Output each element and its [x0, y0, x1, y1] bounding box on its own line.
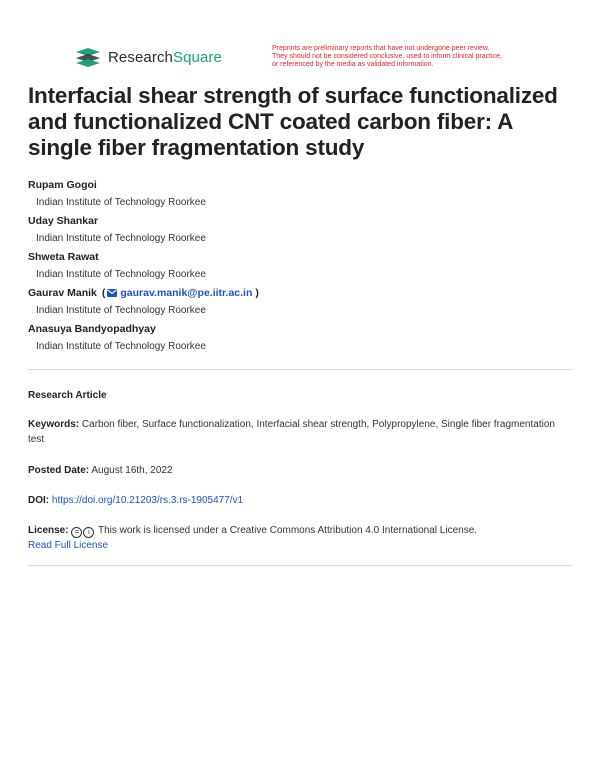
notice-line: or referenced by the media as validated information.: [272, 61, 434, 68]
keywords: [28, 417, 573, 447]
notice-line: They should not be considered conclusive, used to inform clinical practice,: [272, 53, 502, 60]
license-label: License:: [28, 525, 69, 536]
author-entry: [28, 214, 573, 250]
doi: [28, 493, 573, 508]
paren-open: (: [101, 287, 106, 299]
author-entry: [28, 322, 573, 358]
keywords-value: Carbon fiber, Surface functionalization, Interfacial shear strength, Polypropylene, Single fiber fragmentation test: [28, 419, 555, 445]
read-full-license-link[interactable]: Read Full License: [28, 540, 109, 551]
research-square-logo[interactable]: [74, 46, 222, 68]
envelope-icon: [107, 289, 117, 297]
author-name: Shweta Rawat: [28, 251, 99, 263]
paren-close: ): [255, 287, 259, 299]
author-affiliation: Indian Institute of Technology Roorkee: [36, 269, 206, 280]
author-name: Anasuya Bandyopadhyay: [28, 323, 156, 335]
research-square-mark-icon: [74, 46, 102, 68]
author-entry: [28, 286, 573, 322]
author-name: Uday Shankar: [28, 215, 99, 227]
keywords-label: Keywords:: [28, 419, 80, 430]
brand-name: ResearchSquare: [108, 48, 222, 66]
author-email-text: gaurav.manik@pe.iitr.ac.in: [120, 287, 253, 299]
cc-by-icon: i: [83, 527, 94, 538]
author-list: [28, 178, 573, 358]
notice-line: Preprints are preliminary reports that have not undergone peer review.: [272, 45, 490, 52]
author-affiliation: Indian Institute of Technology Roorkee: [36, 341, 206, 352]
author-entry: [28, 178, 573, 214]
article-type: Research Article: [28, 390, 107, 401]
author-affiliation: Indian Institute of Technology Roorkee: [36, 305, 206, 316]
license-text: This work is licensed under a Creative Commons Attribution 4.0 International License.: [97, 525, 478, 536]
divider: [28, 565, 573, 566]
posted-date-label: Posted Date:: [28, 465, 90, 476]
author-name-row: [28, 286, 573, 300]
author-affiliation: Indian Institute of Technology Roorkee: [36, 233, 206, 244]
author-email-link[interactable]: [107, 286, 252, 300]
license: [28, 523, 573, 553]
posted-date-value: August 16th, 2022: [91, 465, 173, 476]
author-affiliation: Indian Institute of Technology Roorkee: [36, 197, 206, 208]
preprint-notice: [272, 45, 547, 69]
divider: [28, 369, 573, 370]
cc-icon: =: [71, 527, 82, 538]
posted-date: [28, 463, 573, 478]
doi-label: DOI:: [28, 495, 50, 506]
author-name: Gaurav Manik: [28, 287, 97, 299]
paper-title: Interfacial shear strength of surface functionalized and functionalized CNT coated carbon fiber: A single fiber fragmentation study: [28, 83, 558, 160]
author-name: Rupam Gogoi: [28, 179, 97, 191]
doi-link[interactable]: https://doi.org/10.21203/rs.3.rs-1905477/v1: [51, 495, 244, 506]
author-entry: [28, 250, 573, 286]
